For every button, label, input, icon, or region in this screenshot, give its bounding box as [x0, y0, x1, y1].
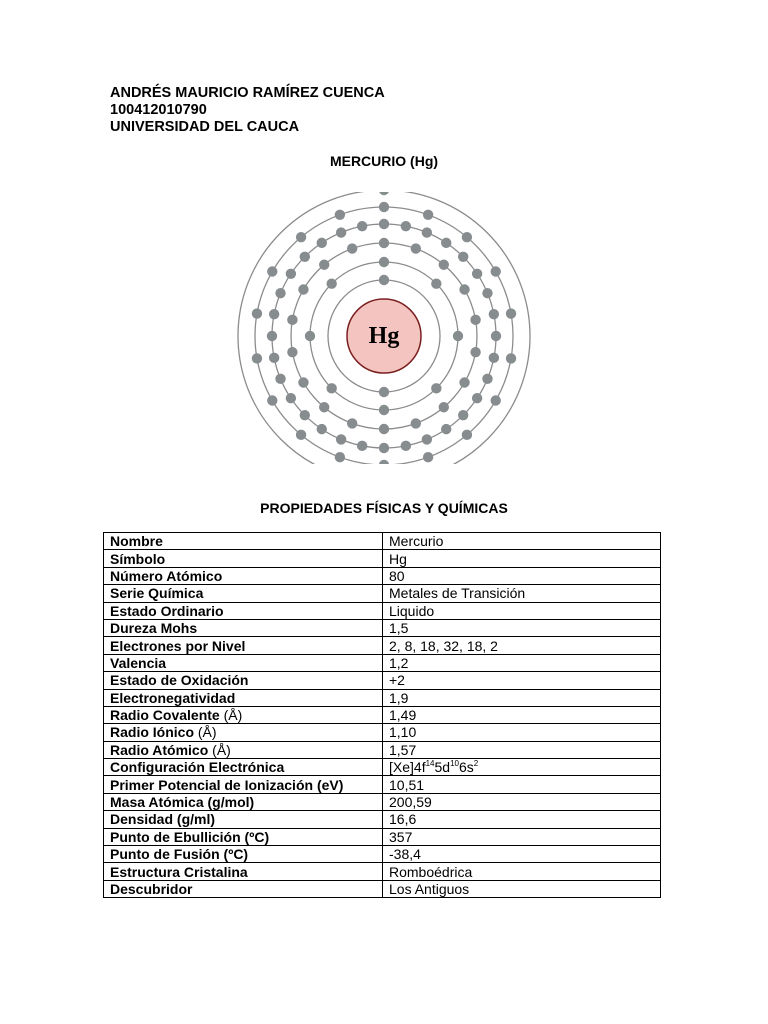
- electron: [439, 260, 449, 270]
- electron: [459, 377, 469, 387]
- electron: [439, 402, 449, 412]
- property-name-text: Densidad (g/ml): [110, 811, 216, 828]
- property-name-text: Electrones por Nivel: [110, 637, 246, 654]
- electron: [347, 243, 357, 253]
- electron: [379, 443, 389, 453]
- electron: [275, 288, 285, 298]
- electron: [319, 260, 329, 270]
- superscript: 14: [425, 759, 435, 769]
- property-name: [104, 880, 383, 897]
- property-name-text: Masa Atómica (g/mol): [110, 794, 255, 811]
- property-unit: (Å): [212, 741, 231, 758]
- property-name-text: Radio Atómico: [110, 741, 209, 758]
- property-name: [104, 741, 383, 758]
- property-name: [104, 619, 383, 636]
- property-name-text: Descubridor: [110, 881, 193, 897]
- value-text: 6s: [458, 759, 474, 776]
- electron: [300, 252, 310, 262]
- property-name: [104, 776, 383, 793]
- property-value: 1,49: [383, 706, 661, 723]
- property-name-text: Dureza Mohs: [110, 620, 198, 637]
- property-value: 357: [383, 828, 661, 845]
- property-value: Romboédrica: [383, 863, 661, 880]
- electron: [347, 418, 357, 428]
- electron: [379, 257, 389, 267]
- electron: [422, 227, 432, 237]
- property-value: 80: [383, 567, 661, 584]
- electron: [431, 278, 441, 288]
- electron: [482, 374, 492, 384]
- electron: [379, 192, 389, 195]
- property-value: Liquido: [383, 602, 661, 619]
- property-name: [104, 689, 383, 706]
- property-value: [383, 759, 661, 776]
- table-row: [104, 654, 661, 671]
- property-unit: (Å): [223, 707, 243, 724]
- property-name: [104, 828, 383, 845]
- electron: [336, 434, 346, 444]
- electron: [326, 383, 336, 393]
- property-value: 1,10: [383, 724, 661, 741]
- property-name: [104, 793, 383, 810]
- electron: [286, 393, 296, 403]
- electron: [411, 418, 421, 428]
- property-unit: (Å): [197, 724, 217, 741]
- property-name-text: Radio Iónico: [110, 724, 194, 741]
- table-row: [104, 863, 661, 880]
- table-row: [104, 602, 661, 619]
- university-name: UNIVERSIDAD DEL CAUCA: [110, 119, 300, 135]
- property-name: [104, 724, 383, 741]
- electron: [267, 395, 277, 405]
- electron: [470, 347, 480, 357]
- property-value: 2, 8, 18, 32, 18, 2: [383, 637, 661, 654]
- electron: [326, 278, 336, 288]
- electron: [317, 424, 327, 434]
- electron: [296, 430, 306, 440]
- electron: [335, 452, 345, 462]
- electron: [379, 238, 389, 248]
- electron: [287, 315, 297, 325]
- properties-table: [103, 532, 661, 898]
- property-value: 1,2: [383, 654, 661, 671]
- property-value: 10,51: [383, 776, 661, 793]
- electron: [401, 221, 411, 231]
- electron: [252, 308, 262, 318]
- electron: [482, 288, 492, 298]
- table-row: [104, 880, 661, 897]
- electron: [300, 410, 310, 420]
- property-name-text: Estado de Oxidación: [110, 672, 249, 689]
- table-row: [104, 619, 661, 636]
- section-title: PROPIEDADES FÍSICAS Y QUÍMICAS: [260, 500, 508, 516]
- table-row: [104, 706, 661, 723]
- electron: [379, 275, 389, 285]
- electron: [462, 232, 472, 242]
- electron: [462, 430, 472, 440]
- electron: [298, 284, 308, 294]
- table-row: [104, 585, 661, 602]
- property-value: Metales de Transición: [383, 585, 661, 602]
- property-name: [104, 846, 383, 863]
- table-row: [104, 776, 661, 793]
- electron: [458, 252, 468, 262]
- table-row: [104, 724, 661, 741]
- table-row: [104, 567, 661, 584]
- electron: [379, 424, 389, 434]
- property-name: [104, 654, 383, 671]
- electron: [459, 284, 469, 294]
- electron: [491, 331, 501, 341]
- property-name: [104, 637, 383, 654]
- electron: [422, 434, 432, 444]
- electron: [472, 269, 482, 279]
- table-row: [104, 759, 661, 776]
- electron: [491, 266, 501, 276]
- property-name-text: Punto de Ebullición (ºC): [110, 828, 270, 845]
- element-title: MERCURIO (Hg): [329, 153, 439, 169]
- superscript: 2: [473, 759, 479, 769]
- property-value: Mercurio: [383, 533, 661, 550]
- electron: [441, 424, 451, 434]
- value-text: 5d: [434, 759, 451, 776]
- electron: [423, 452, 433, 462]
- property-name: [104, 811, 383, 828]
- electron: [489, 309, 499, 319]
- table-row: [104, 637, 661, 654]
- property-value: 1,5: [383, 619, 661, 636]
- electron: [401, 441, 411, 451]
- property-name: [104, 759, 383, 776]
- author-name: ANDRÉS MAURICIO RAMÍREZ CUENCA: [110, 85, 385, 101]
- electron: [305, 331, 315, 341]
- electron: [411, 243, 421, 253]
- electron: [298, 377, 308, 387]
- property-name: [104, 672, 383, 689]
- electron: [267, 331, 277, 341]
- property-value: 1,57: [383, 741, 661, 758]
- electron: [335, 210, 345, 220]
- electron: [491, 395, 501, 405]
- property-name: [104, 550, 383, 567]
- table-row: [104, 846, 661, 863]
- electron: [269, 353, 279, 363]
- property-value: Los Antiguos: [383, 880, 661, 897]
- property-name-text: Valencia: [110, 654, 167, 671]
- electron: [379, 202, 389, 212]
- table-row: [104, 689, 661, 706]
- electron: [441, 238, 451, 248]
- electron: [296, 232, 306, 242]
- table-row: [104, 828, 661, 845]
- electron: [423, 210, 433, 220]
- electron: [431, 383, 441, 393]
- electron: [336, 227, 346, 237]
- property-name-text: Número Atómico: [110, 567, 223, 584]
- property-name-text: Punto de Fusión (ºC): [110, 846, 249, 863]
- property-value: Hg: [383, 550, 661, 567]
- property-name: [104, 602, 383, 619]
- property-value: 1,9: [383, 689, 661, 706]
- electron: [287, 347, 297, 357]
- electron: [489, 353, 499, 363]
- property-name: [104, 863, 383, 880]
- electron: [317, 238, 327, 248]
- electron: [379, 387, 389, 397]
- electron: [275, 374, 285, 384]
- table-row: [104, 741, 661, 758]
- property-value: 200,59: [383, 793, 661, 810]
- electron: [506, 353, 516, 363]
- electron: [357, 221, 367, 231]
- electron: [379, 460, 389, 464]
- value-text: [Xe]4f: [389, 759, 426, 776]
- electron: [252, 353, 262, 363]
- table-row: [104, 550, 661, 567]
- electron: [506, 308, 516, 318]
- property-name: [104, 533, 383, 550]
- electron: [269, 309, 279, 319]
- electron: [286, 269, 296, 279]
- student-id: 100412010790: [110, 102, 207, 118]
- property-value: -38,4: [383, 846, 661, 863]
- electron: [379, 405, 389, 415]
- electron: [357, 441, 367, 451]
- property-value: 16,6: [383, 811, 661, 828]
- superscript: 10: [450, 759, 459, 769]
- table-row: [104, 672, 661, 689]
- property-name-text: Serie Química: [110, 585, 204, 602]
- property-name-text: Estructura Cristalina: [110, 863, 248, 880]
- property-name-text: Primer Potencial de Ionización (eV): [110, 776, 344, 793]
- electron: [458, 410, 468, 420]
- property-name: [104, 567, 383, 584]
- electron: [470, 315, 480, 325]
- property-name: [104, 706, 383, 723]
- table-row: [104, 793, 661, 810]
- bohr-model-diagram: [234, 192, 534, 464]
- electron: [379, 219, 389, 229]
- document-header: [110, 85, 385, 136]
- property-name-text: Configuración Electrónica: [110, 759, 285, 776]
- table-row: [104, 533, 661, 550]
- property-name-text: Radio Covalente: [110, 707, 220, 724]
- electron: [472, 393, 482, 403]
- nucleus-label: Hg: [368, 323, 400, 349]
- property-value: +2: [383, 672, 661, 689]
- electron: [319, 402, 329, 412]
- property-name-text: Estado Ordinario: [110, 602, 224, 619]
- electron: [267, 266, 277, 276]
- electron: [453, 331, 463, 341]
- table-row: [104, 811, 661, 828]
- property-name-text: Nombre: [110, 533, 163, 550]
- property-name-text: Electronegatividad: [110, 689, 236, 706]
- property-name-text: Símbolo: [110, 550, 166, 567]
- property-name: [104, 585, 383, 602]
